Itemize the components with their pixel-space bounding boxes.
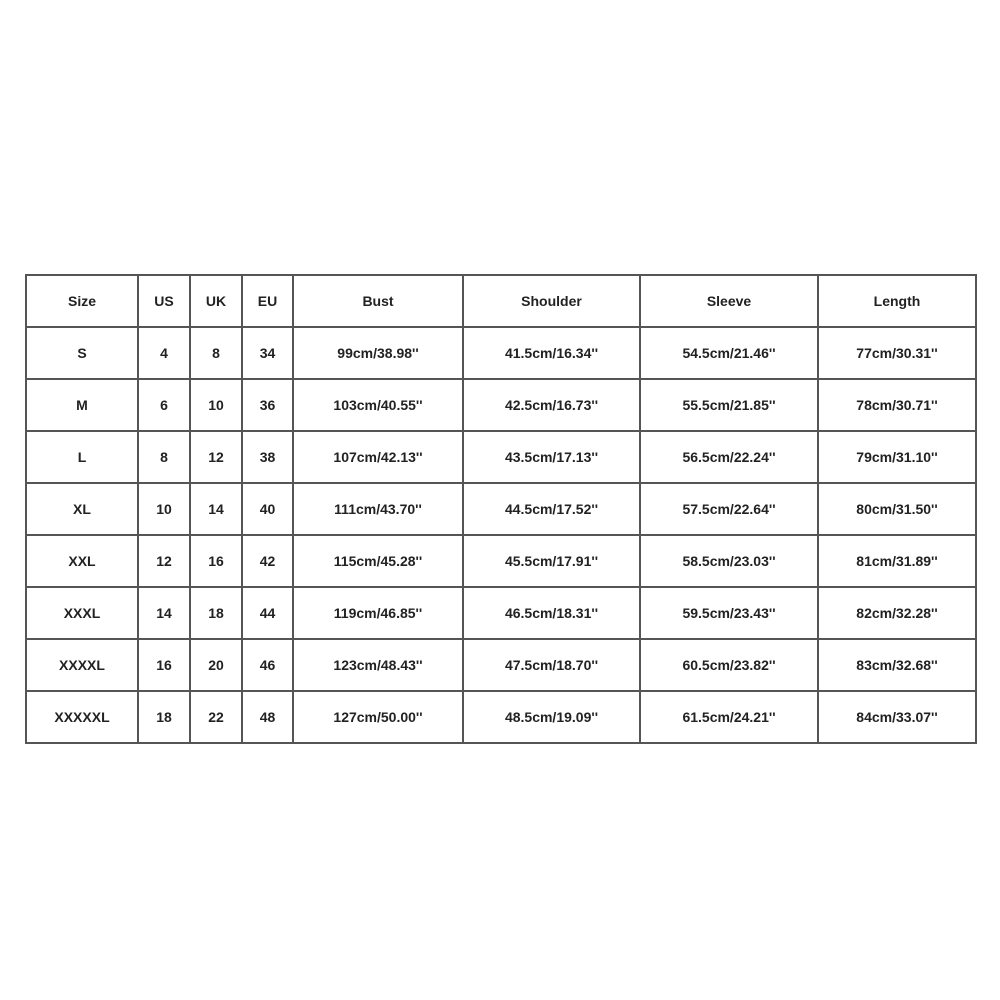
size-chart-table — [25, 274, 977, 744]
cell-size: XXL — [26, 535, 138, 587]
cell-uk: 12 — [190, 431, 242, 483]
table-row — [26, 535, 976, 587]
cell-length: 79cm/31.10'' — [818, 431, 976, 483]
cell-us: 16 — [138, 639, 190, 691]
cell-uk: 18 — [190, 587, 242, 639]
size-chart-body — [26, 275, 976, 743]
cell-length: 78cm/30.71'' — [818, 379, 976, 431]
cell-eu: 40 — [242, 483, 293, 535]
table-row — [26, 691, 976, 743]
cell-shoulder: 41.5cm/16.34'' — [463, 327, 640, 379]
cell-size: XXXL — [26, 587, 138, 639]
cell-eu: 46 — [242, 639, 293, 691]
cell-eu: 44 — [242, 587, 293, 639]
cell-bust: 115cm/45.28'' — [293, 535, 463, 587]
table-row — [26, 327, 976, 379]
cell-sleeve: 58.5cm/23.03'' — [640, 535, 818, 587]
cell-sleeve: 55.5cm/21.85'' — [640, 379, 818, 431]
cell-uk: 14 — [190, 483, 242, 535]
cell-us: 10 — [138, 483, 190, 535]
cell-shoulder: 47.5cm/18.70'' — [463, 639, 640, 691]
cell-bust: 123cm/48.43'' — [293, 639, 463, 691]
table-row — [26, 431, 976, 483]
cell-us: 18 — [138, 691, 190, 743]
header-us: US — [138, 275, 190, 327]
cell-bust: 99cm/38.98'' — [293, 327, 463, 379]
cell-length: 80cm/31.50'' — [818, 483, 976, 535]
table-row — [26, 639, 976, 691]
header-shoulder: Shoulder — [463, 275, 640, 327]
cell-uk: 22 — [190, 691, 242, 743]
cell-eu: 34 — [242, 327, 293, 379]
header-bust: Bust — [293, 275, 463, 327]
cell-us: 6 — [138, 379, 190, 431]
cell-size: XXXXXL — [26, 691, 138, 743]
cell-length: 77cm/30.31'' — [818, 327, 976, 379]
cell-size: S — [26, 327, 138, 379]
cell-sleeve: 56.5cm/22.24'' — [640, 431, 818, 483]
cell-bust: 119cm/46.85'' — [293, 587, 463, 639]
cell-eu: 42 — [242, 535, 293, 587]
cell-bust: 127cm/50.00'' — [293, 691, 463, 743]
cell-uk: 10 — [190, 379, 242, 431]
cell-sleeve: 60.5cm/23.82'' — [640, 639, 818, 691]
cell-sleeve: 54.5cm/21.46'' — [640, 327, 818, 379]
cell-eu: 36 — [242, 379, 293, 431]
cell-shoulder: 42.5cm/16.73'' — [463, 379, 640, 431]
cell-uk: 8 — [190, 327, 242, 379]
cell-length: 83cm/32.68'' — [818, 639, 976, 691]
header-eu: EU — [242, 275, 293, 327]
cell-bust: 107cm/42.13'' — [293, 431, 463, 483]
cell-size: L — [26, 431, 138, 483]
cell-shoulder: 45.5cm/17.91'' — [463, 535, 640, 587]
cell-us: 8 — [138, 431, 190, 483]
cell-sleeve: 61.5cm/24.21'' — [640, 691, 818, 743]
header-sleeve: Sleeve — [640, 275, 818, 327]
cell-sleeve: 57.5cm/22.64'' — [640, 483, 818, 535]
cell-eu: 48 — [242, 691, 293, 743]
header-size: Size — [26, 275, 138, 327]
cell-bust: 111cm/43.70'' — [293, 483, 463, 535]
cell-eu: 38 — [242, 431, 293, 483]
table-row — [26, 379, 976, 431]
cell-us: 4 — [138, 327, 190, 379]
cell-size: XXXXL — [26, 639, 138, 691]
header-row — [26, 275, 976, 327]
cell-size: XL — [26, 483, 138, 535]
cell-shoulder: 43.5cm/17.13'' — [463, 431, 640, 483]
header-length: Length — [818, 275, 976, 327]
header-uk: UK — [190, 275, 242, 327]
cell-bust: 103cm/40.55'' — [293, 379, 463, 431]
cell-length: 82cm/32.28'' — [818, 587, 976, 639]
cell-length: 81cm/31.89'' — [818, 535, 976, 587]
cell-us: 14 — [138, 587, 190, 639]
cell-size: M — [26, 379, 138, 431]
cell-shoulder: 46.5cm/18.31'' — [463, 587, 640, 639]
cell-shoulder: 44.5cm/17.52'' — [463, 483, 640, 535]
cell-us: 12 — [138, 535, 190, 587]
cell-sleeve: 59.5cm/23.43'' — [640, 587, 818, 639]
table-row — [26, 483, 976, 535]
cell-uk: 16 — [190, 535, 242, 587]
cell-length: 84cm/33.07'' — [818, 691, 976, 743]
cell-uk: 20 — [190, 639, 242, 691]
cell-shoulder: 48.5cm/19.09'' — [463, 691, 640, 743]
table-row — [26, 587, 976, 639]
